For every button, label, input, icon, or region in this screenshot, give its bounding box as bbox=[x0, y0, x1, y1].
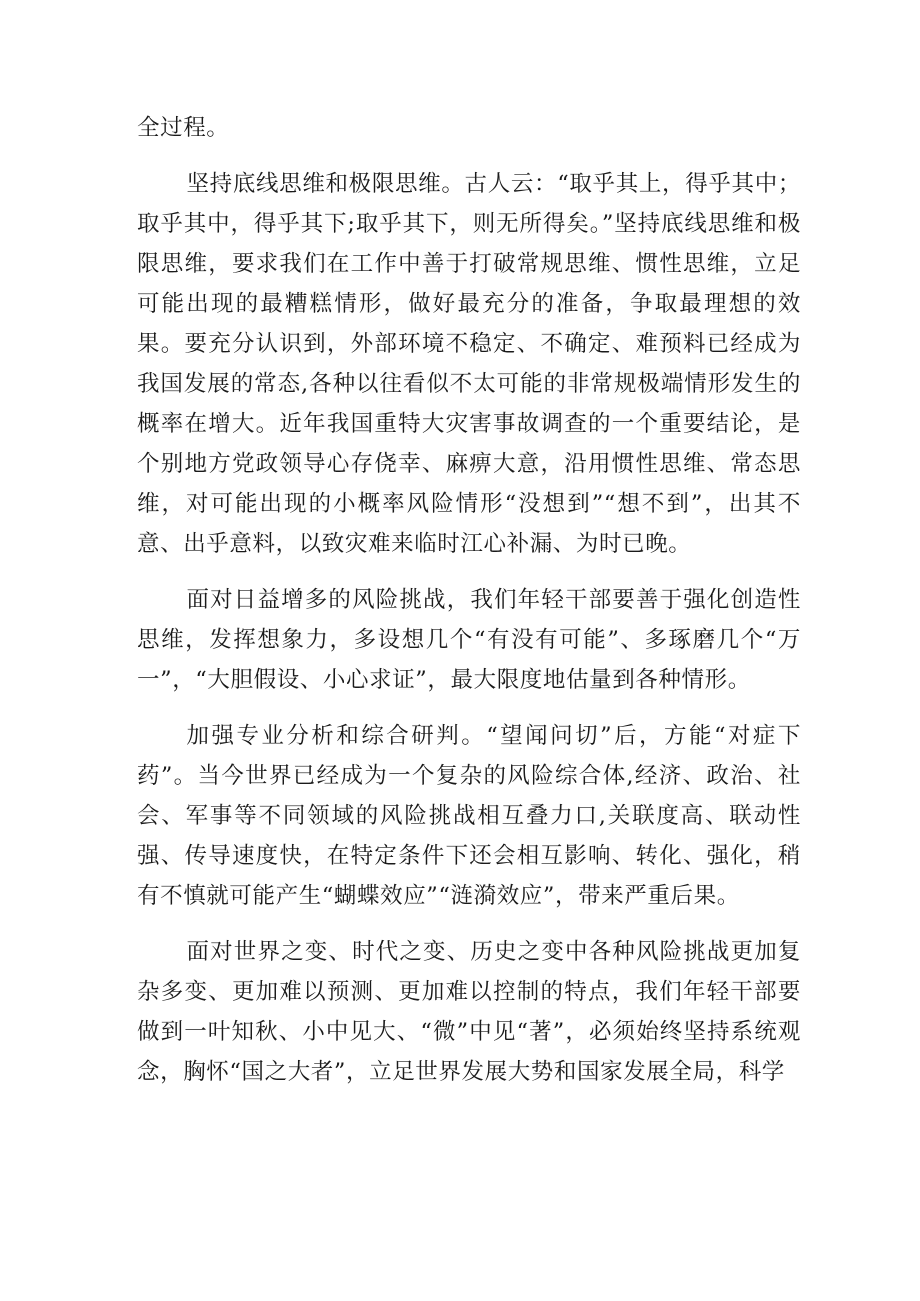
paragraph-systematic-view: 面对世界之变、时代之变、历史之变中各种风险挑战更加复杂多变、更加难以预测、更加难以控制的特点，我们年轻干部要做到一叶知秋、小中见大、“微”中见“著”，必须始终坚持系统观念，胸怀“国之大者”，立足世界发展大势和国家发展全局，科学 bbox=[137, 939, 801, 1085]
paragraph-continuation: 全过程。 bbox=[137, 115, 230, 141]
document-body bbox=[137, 108, 801, 1092]
paragraph-creative-thinking: 面对日益增多的风险挑战，我们年轻干部要善于强化创造性思维，发挥想象力，多设想几个“有没有可能”、多琢磨几个“万一”，“大胆假设、小心求证”，最大限度地估量到各种情形。 bbox=[137, 587, 801, 693]
paragraph-professional-analysis: 加强专业分析和综合研判。“望闻问切”后，方能“对症下药”。当今世界已经成为一个复杂的风险综合体,经济、政治、社会、军事等不同领域的风险挑战相互叠力口,关联度高、联动性强、传导速度快，在特定条件下还会相互影响、转化、强化，稍有不慎就可能产生“蝴蝶效应”“涟漪效应”，带来严重后果。 bbox=[137, 723, 801, 909]
paragraph-bottom-line-thinking: 坚持底线思维和极限思维。古人云：“取乎其上，得乎其中；取乎其中，得乎其下;取乎其下，则无所得矣。”坚持底线思维和极限思维，要求我们在工作中善于打破常规思维、惯性思维，立足可能出现的最糟糕情形，做好最充分的准备，争取最理想的效果。要充分认识到，外部环境不稳定、不确定、难预料已经成为我国发展的常态,各种以往看似不太可能的非常规极端情形发生的概率在增大。近年我国重特大灾害事故调查的一个重要结论，是个别地方党政领导心存侥幸、麻痹大意，沿用惯性思维、常态思维，对可能出现的小概率风险情形“没想到”“想不到”，出其不意、出乎意料，以致灾难来临时江心补漏、为时已晚。 bbox=[137, 171, 801, 557]
